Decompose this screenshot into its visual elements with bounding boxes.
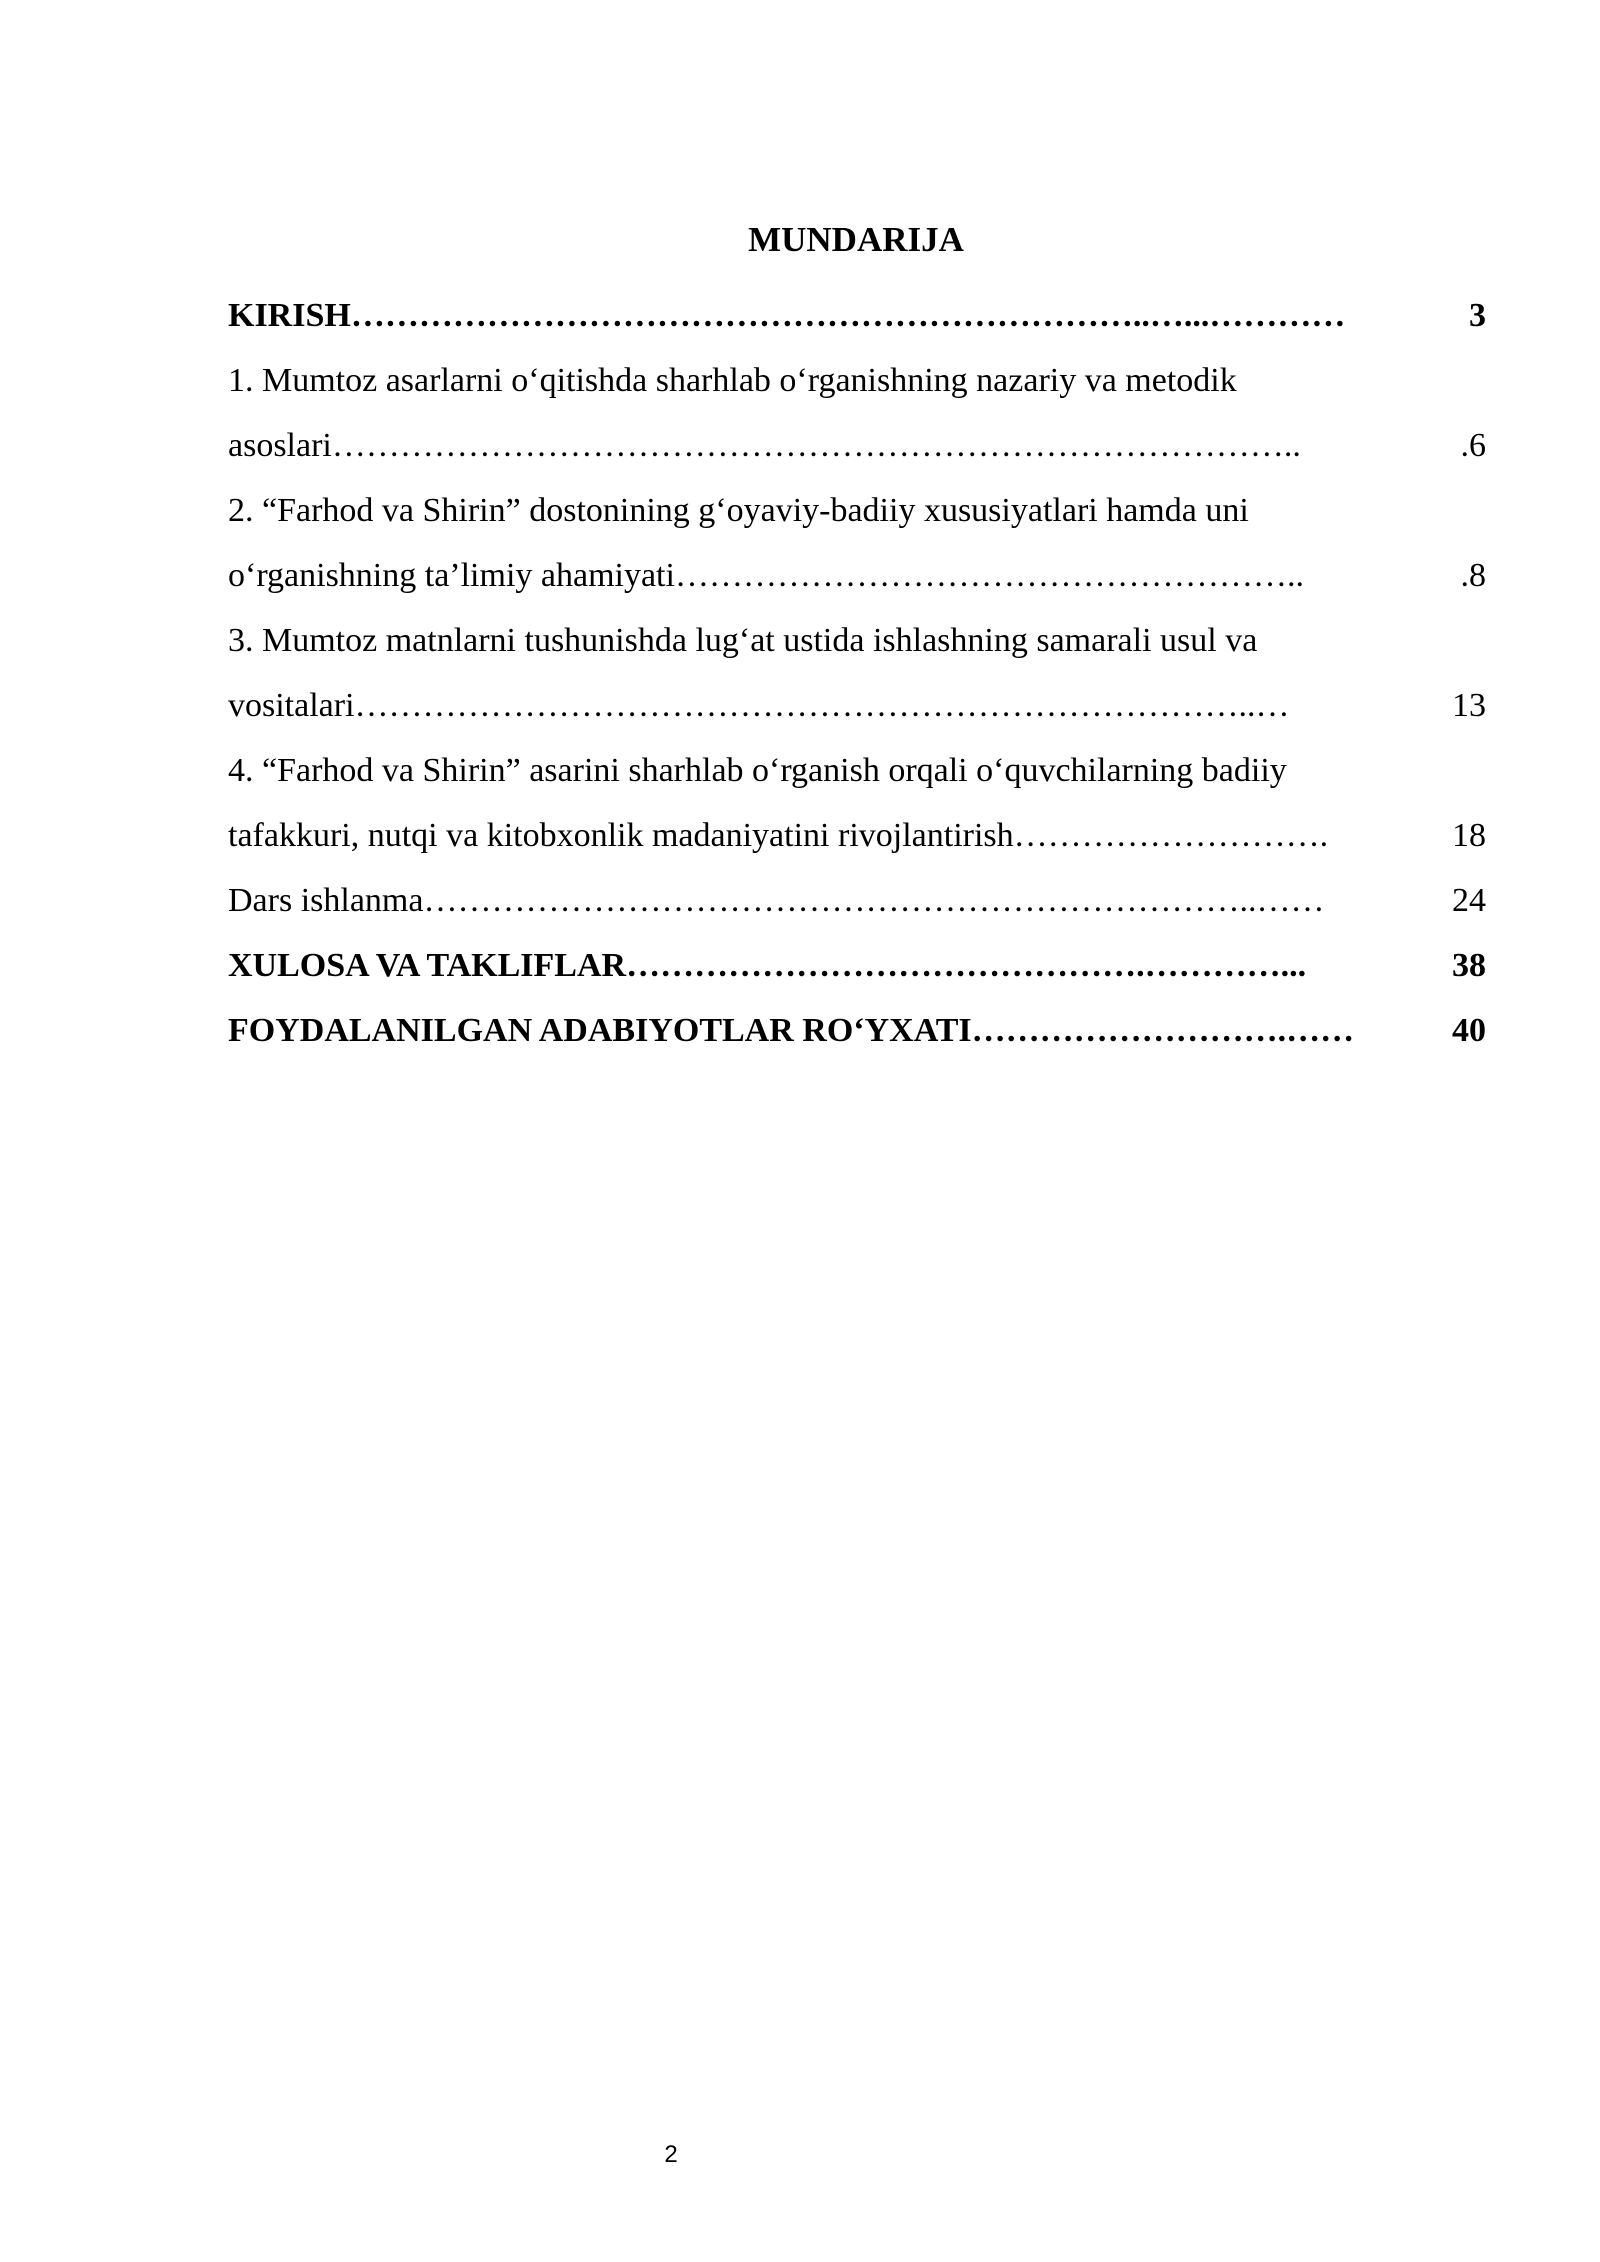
toc-entry-xulosa (228, 933, 1486, 998)
toc-page-number: .6 (1460, 427, 1486, 464)
toc-leader-dots: ………………………. (1013, 817, 1329, 854)
toc-page-number: 38 (1452, 947, 1486, 984)
toc-entry-4-line-2 (228, 803, 1486, 868)
toc-entry-1-line-2 (228, 413, 1486, 478)
toc-entry-3-line-2 (228, 673, 1486, 738)
toc-entry-text: 4. “Farhod va Shirin” asarini sharhlab o‘rganish orqali o‘quvchilarning badiiy (228, 752, 1287, 789)
toc-page-number: 3 (1469, 297, 1486, 334)
toc-entry-4-line-1 (228, 738, 1486, 803)
toc-leader-dots: ……………………………………….…………... (626, 947, 1307, 984)
toc-page-number: 24 (1452, 882, 1486, 919)
toc-page-number: .8 (1460, 557, 1486, 594)
toc-entry-2-line-1 (228, 478, 1486, 543)
toc-entry-text: o‘rganishning ta’limiy ahamiyati (228, 557, 675, 594)
toc-leader-dots: ……………………………………………….. (674, 557, 1304, 594)
table-of-contents (228, 283, 1486, 1063)
toc-entry-1-line-1 (228, 348, 1486, 413)
toc-entry-foydalanilgan-adabiyotlar (228, 998, 1486, 1063)
toc-leader-dots: ……………………………………………………………..…...………… (350, 297, 1346, 334)
toc-entry-text: 2. “Farhod va Shirin” dostonining g‘oyaviy-badiiy xususiyatlari hamda uni (228, 492, 1249, 529)
toc-entry-text: 1. Mumtoz asarlarni o‘qitishda sharhlab o‘rganishning nazariy va metodik (228, 362, 1237, 399)
toc-title: MUNDARIJA (748, 220, 964, 259)
toc-page-number: 18 (1452, 817, 1486, 854)
toc-entry-text: FOYDALANILGAN ADABIYOTLAR RO‘YXATI (228, 1012, 972, 1049)
toc-page-number: 13 (1452, 687, 1486, 724)
toc-entry-text: tafakkuri, nutqi va kitobxonlik madaniyatini rivojlantirish (228, 817, 1014, 854)
page-number: 2 (664, 2141, 678, 2168)
toc-page-number: 40 (1452, 1012, 1486, 1049)
toc-entry-text: 3. Mumtoz matnlarni tushunishda lug‘at ustida ishlashning samarali usul va (228, 622, 1258, 659)
toc-leader-dots: ……………………………………………………………………..… (354, 687, 1290, 724)
toc-entry-text: XULOSA VA TAKLIFLAR (228, 947, 627, 984)
toc-leader-dots: ………………………………………………………………..…… (423, 882, 1325, 919)
toc-entry-3-line-1 (228, 608, 1486, 673)
toc-entry-kirish (228, 283, 1486, 348)
toc-entry-2-line-2 (228, 543, 1486, 608)
toc-entry-text: KIRISH (228, 297, 351, 334)
toc-leader-dots: ………………………………………………………………………….. (331, 427, 1301, 464)
toc-leader-dots: ……………………….…… (971, 1012, 1355, 1049)
toc-entry-text: vositalari (228, 687, 355, 724)
toc-entry-text: asoslari (228, 427, 332, 464)
toc-entry-dars-ishlanma (228, 868, 1486, 933)
toc-entry-text: Dars ishlanma (228, 882, 424, 919)
